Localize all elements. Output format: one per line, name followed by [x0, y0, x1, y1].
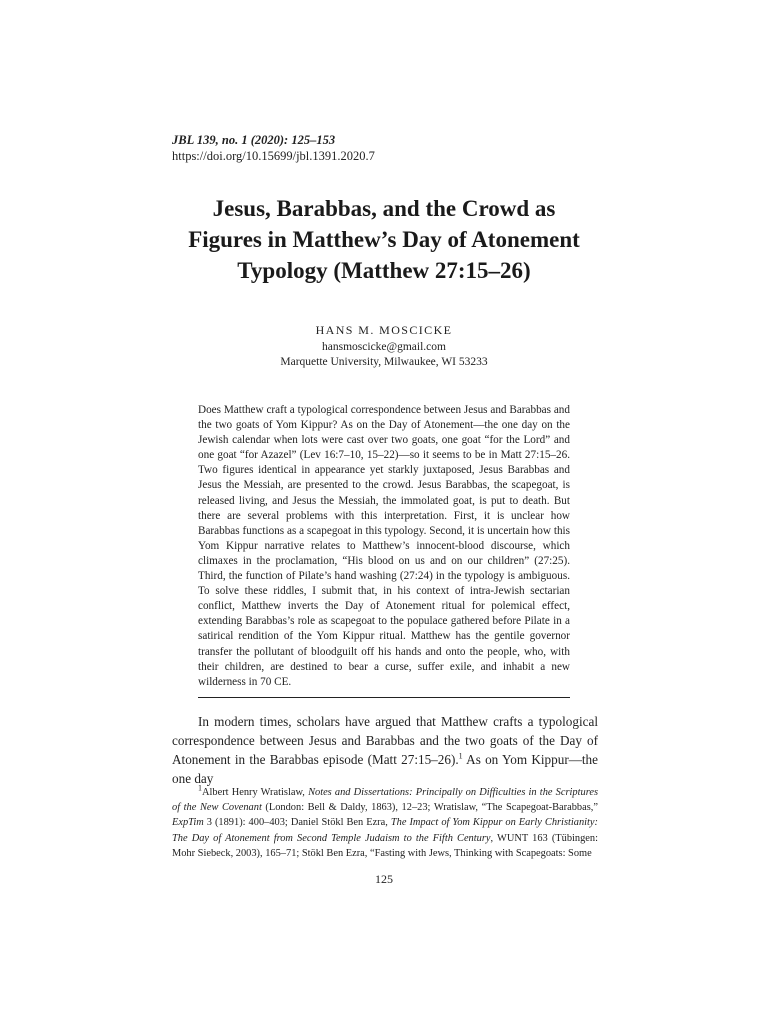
- footnote-number: 1: [198, 783, 202, 793]
- footnote-reference[interactable]: 1: [458, 751, 463, 761]
- footnote-title-italic: Notes and Dissertations: Principally on Difficulties in the Scriptures of the New Covenant: [172, 787, 599, 814]
- journal-citation: JBL 139, no. 1 (2020): 125–153: [172, 133, 336, 147]
- body-text-part-2: As on Yom Kippur—the one day: [172, 752, 599, 786]
- footnote-journal-italic: ExpTim: [172, 817, 204, 829]
- doi-link[interactable]: https://doi.org/10.15699/jbl.1391.2020.7: [172, 149, 375, 163]
- footnote-text: 3 (1891): 400–403; Daniel Stökl Ben Ezra,: [203, 817, 391, 829]
- author-email[interactable]: hansmoscicke@gmail.com: [322, 341, 446, 353]
- body-text: [172, 712, 598, 788]
- body-paragraph: [172, 712, 598, 788]
- author-name: HANS M. MOSCICKE: [315, 323, 453, 337]
- footnote-text: (London: Bell & Daldy, 1863), 12–23; Wratislaw, “The Scapegoat-Barabbas,”: [261, 802, 598, 814]
- author-affiliation: Marquette University, Milwaukee, WI 53233: [280, 356, 488, 368]
- citation-block: [172, 132, 375, 164]
- abstract: [198, 403, 570, 690]
- title-line-2: Figures in Matthew’s Day of Atonement: [188, 227, 580, 252]
- title-line-3: Typology (Matthew 27:15–26): [237, 258, 531, 283]
- body-text-part-1: In modern times, scholars have argued that Matthew crafts a typological correspondence between Jesus and Barabbas and the two goats of the Day of Atonement in the Barabbas episode (Matt 27:15–26).: [172, 714, 598, 767]
- footnote-paragraph: [172, 785, 598, 861]
- section-divider: [198, 697, 570, 698]
- footnote-text: , WUNT 163 (Tübingen: Mohr Siebeck, 2003), 165–71; Stökl Ben Ezra, “Fasting with Jews, Thinking with Scapegoats: Some: [172, 832, 598, 859]
- article-title: [140, 193, 628, 286]
- title-line-1: Jesus, Barabbas, and the Crowd as: [212, 196, 556, 221]
- footnote-title-italic: The Impact of Yom Kippur on Early Christianity: The Day of Atonement from Second Temple Judaism to the Fifth Century: [172, 817, 598, 844]
- footnote: [172, 785, 598, 861]
- author-block: [140, 323, 628, 370]
- page-number: 125: [375, 872, 393, 886]
- footnote-text: Albert Henry Wratislaw,: [202, 787, 309, 798]
- abstract-text: Does Matthew craft a typological correspondence between Jesus and Barabbas and the two goats of Yom Kippur? As on the Day of Atonement—the one day on the Jewish calendar when lots were cast over two goats, one goat “for the Lord” and one goat “for Azazel” (Lev 16:7–10, 15–22)—so it seems to be in Matt 27:15–26. Two figures identical in appearance yet starkly juxtaposed, Jesus Barabbas and Jesus the Messiah, are presented to the crowd. Jesus Barabbas, the scapegoat, is released living, and Jesus the Messiah, the immolated goat, is put to death. But there are several problems with this interpretation. First, it is unclear how Barabbas functions as a scapegoat in this typology. Second, it is uncertain how this Yom Kippur narrative relates to Matthew’s innocent-blood discourse, which climaxes in the proclamation, “His blood on us and on our children” (27:25). Third, the function of Pilate’s hand washing (27:24) in the typology is ambiguous. To solve these riddles, I submit that, in his context of intra-Jewish sectarian conflict, Matthew inverts the Day of Atonement ritual for polemical effect, extending Barabbas’s role as scapegoat to the populace gathered before Pilate in a satirical rendition of the Yom Kippur ritual. Matthew has the gentile governor transfer the pollutant of bloodguilt off his hands and onto the people, who, with their children, are destined to bear a curse, suffer exile, and inhabit a new wilderness in 70 CE.: [198, 404, 570, 688]
